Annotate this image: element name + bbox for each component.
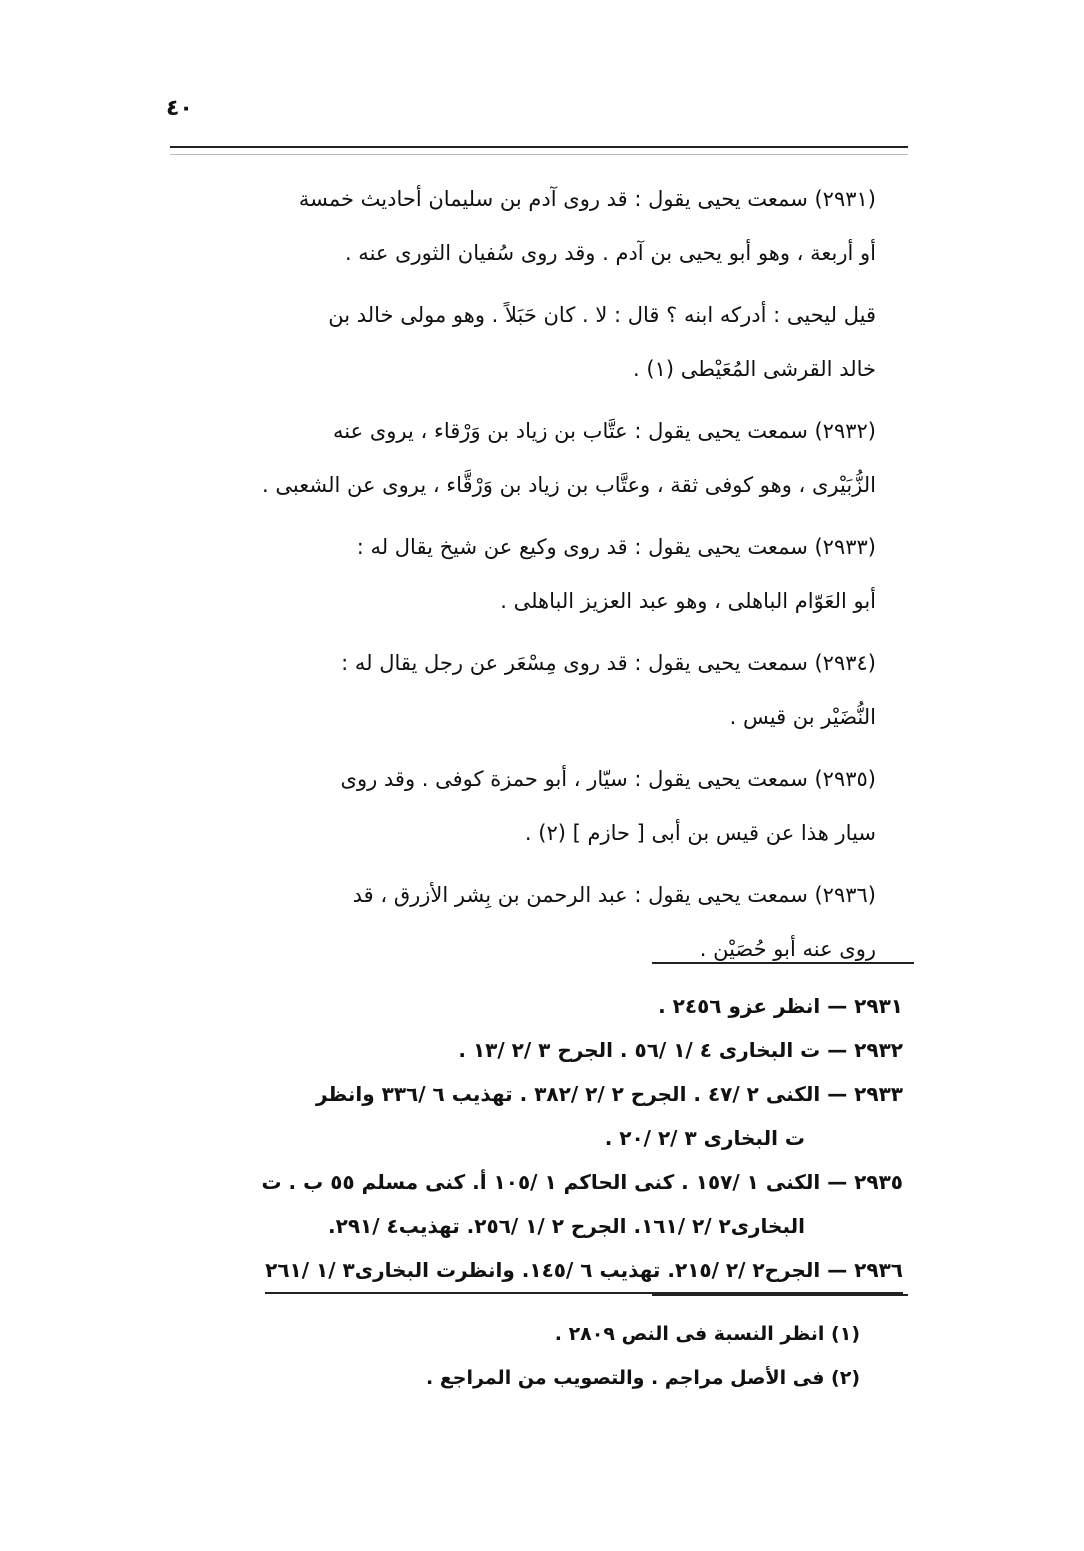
paragraph-line: (٢٩٣٤) سمعت يحيى يقول : قد روى مِسْعَر عن رجل يقال له : [341, 651, 876, 675]
paragraph [178, 404, 906, 512]
paragraph-line: الزُّبَيْرى ، وهو كوفى ثقة ، وعتَّاب بن زياد بن وَرْقَّاء ، يروى عن الشعبى . [262, 473, 876, 497]
footnotes-rule [652, 1294, 908, 1296]
reference-line: ٢٩٣٣ — الكنى ٢ /٤٧ . الجرح ٢ /٢ /٣٨٢ . تهذيب ٦ /٣٣٦ وانظر [315, 1082, 903, 1106]
paragraph [178, 868, 906, 976]
reference-line: ٢٩٣٥ — الكنى ١ /١٥٧ . كنى الحاكم ١ /١٠٥ أ. كنى مسلم ٥٥ ب . ت [261, 1170, 903, 1194]
footnote: (٢) فى الأصل مراجم . والتصويب من المراجع . [425, 1367, 860, 1389]
paragraph [178, 520, 906, 628]
main-text [178, 172, 906, 984]
paragraph-line: أو أربعة ، وهو أبو يحيى بن آدم . وقد روى سُفيان الثورى عنه . [344, 241, 876, 265]
paragraph-line: أبو العَوّام الباهلى ، وهو عبد العزيز الباهلى . [500, 589, 876, 613]
reference-line [165, 1248, 903, 1294]
reference-last-text: ٢٩٣٦ — الجرح٢ /٢ /٢١٥. تهذيب ٦ /١٤٥. وانظرت البخارى٣ /١ /٢٦١ [265, 1248, 903, 1294]
references-rule [652, 962, 914, 964]
paragraph [178, 752, 906, 860]
paragraph-line: (٢٩٣٣) سمعت يحيى يقول : قد روى وكيع عن شيخ يقال له : [356, 535, 876, 559]
paragraph [178, 172, 906, 280]
paragraph-line: (٢٩٣٢) سمعت يحيى يقول : عتَّاب بن زياد بن وَرْقاء ، يروى عنه [333, 419, 876, 443]
paragraph-line: روى عنه أبو حُصَيْن . [699, 937, 876, 961]
header-rule-faint [170, 154, 908, 155]
paragraph-line: سيار هذا عن قيس بن أبى [ حازم ] (٢) . [524, 821, 876, 845]
paragraph-line: خالد القرشى المُعَيْطى (١) . [633, 357, 876, 381]
paragraph [178, 288, 906, 396]
footnote: (١) انظر النسبة فى النص ٢٨٠٩ . [554, 1323, 860, 1345]
paragraph-line: (٢٩٣٦) سمعت يحيى يقول : عبد الرحمن بن بِشر الأزرق ، قد [352, 883, 876, 907]
reference-continuation: البخارى٢ /٢ /١٦١. الجرح ٢ /١ /٢٥٦. تهذيب٤ /٢٩١. [328, 1214, 805, 1238]
paragraph-line: النُّضَيْر بن قيس . [729, 705, 876, 729]
reference-line: ٢٩٣١ — انظر عزو ٢٤٥٦ . [658, 994, 903, 1018]
page-number: ٤٠ [166, 96, 193, 121]
reference-line: ٢٩٣٢ — ت البخارى ٤ /١ /٥٦ . الجرح ٣ /٢ /١٣ . [458, 1038, 903, 1062]
references [165, 984, 903, 1294]
header-rule [170, 146, 908, 148]
footnotes [180, 1312, 900, 1400]
reference-continuation: ت البخارى ٣ /٢ /٢٠ . [604, 1126, 805, 1150]
paragraph-line: قيل ليحيى : أدركه ابنه ؟ قال : لا . كان حَبَلاً . وهو مولى خالد بن [328, 303, 876, 327]
paragraph-line: (٢٩٣٥) سمعت يحيى يقول : سيّار ، أبو حمزة كوفى . وقد روى [340, 767, 876, 791]
paragraph-line: (٢٩٣١) سمعت يحيى يقول : قد روى آدم بن سليمان أحاديث خمسة [298, 187, 876, 211]
paragraph [178, 636, 906, 744]
